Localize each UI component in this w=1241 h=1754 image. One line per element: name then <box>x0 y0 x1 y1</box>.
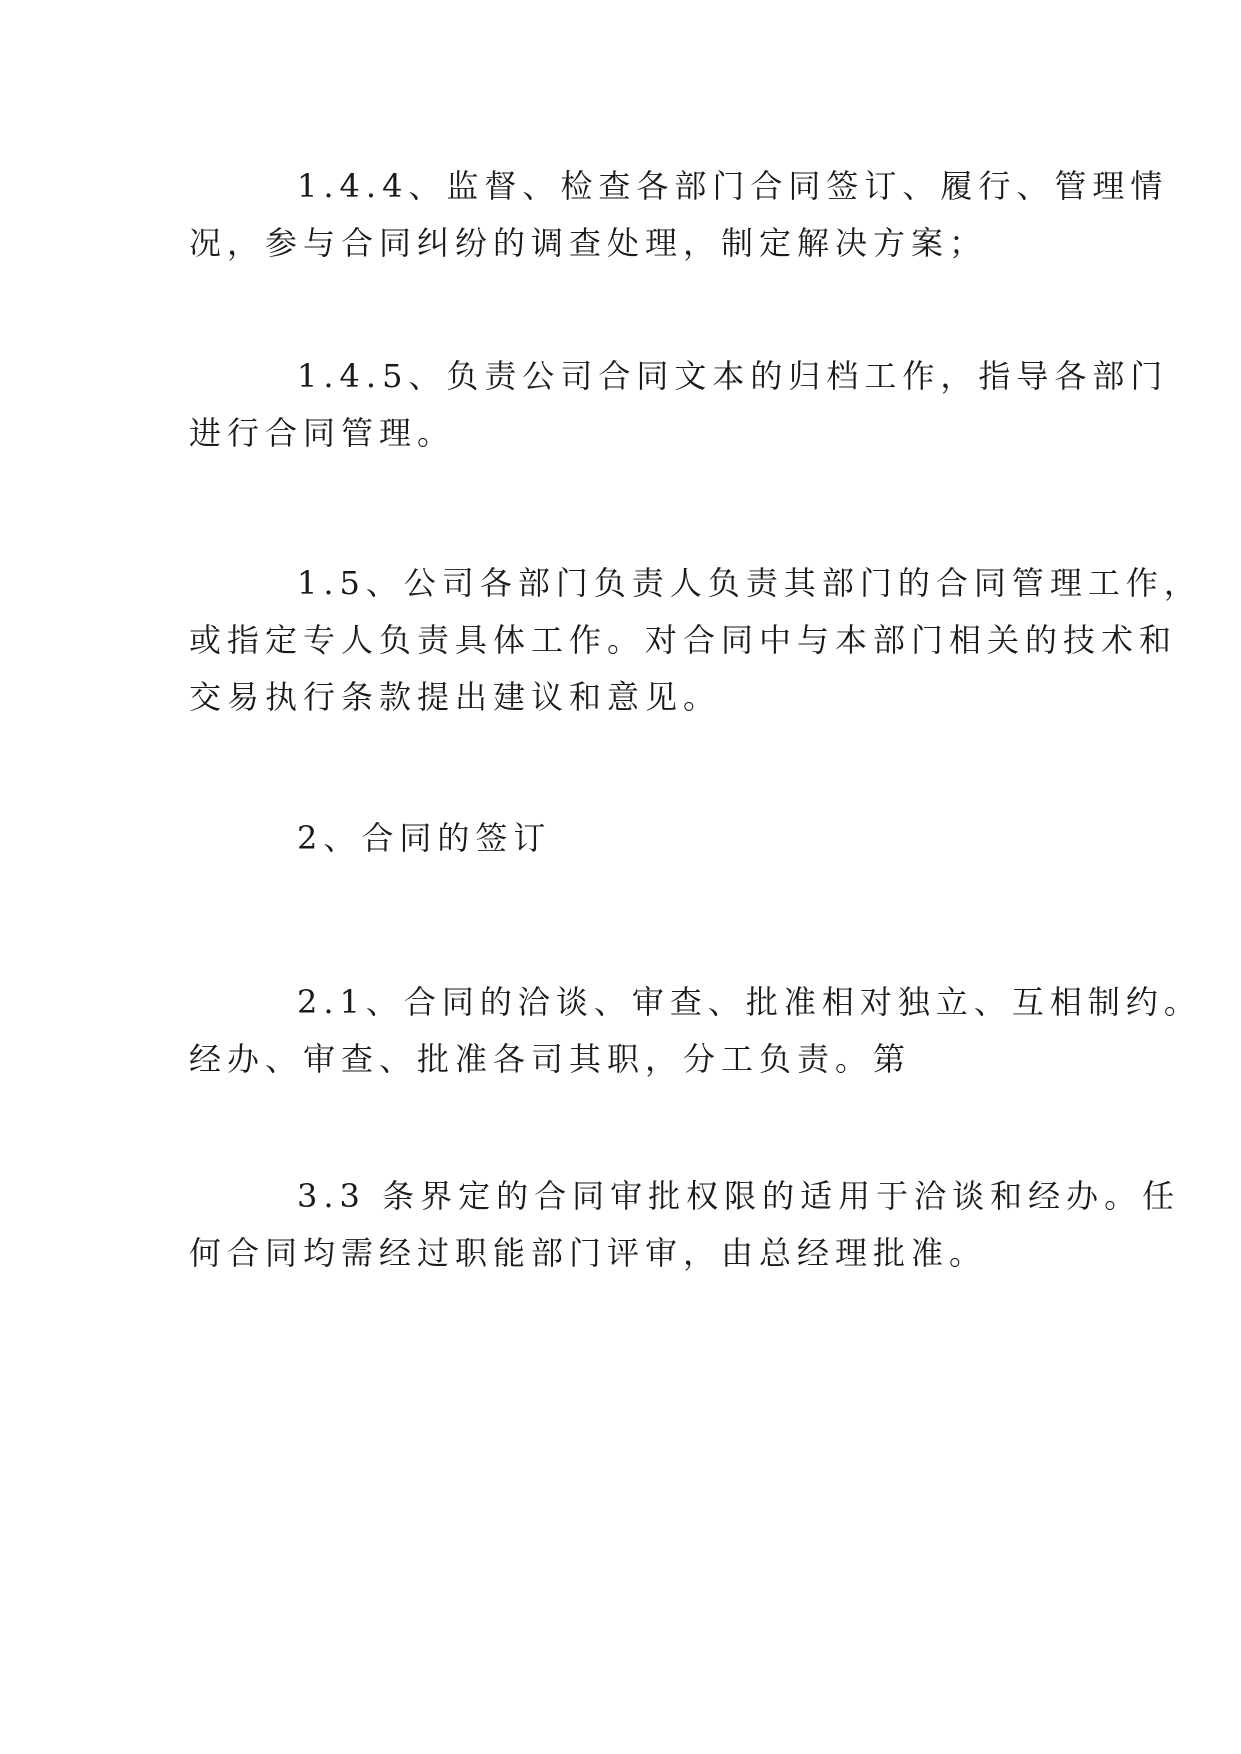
paragraph-line: 况，参与合同纠纷的调查处理，制定解决方案； <box>189 224 988 262</box>
paragraph-3-3 <box>189 1168 1181 1282</box>
paragraph-line: 1.4.5、负责公司合同文本的归档工作，指导各部门 <box>297 357 1169 395</box>
paragraph-line: 交易执行条款提出建议和意见。 <box>189 678 722 716</box>
paragraph-line: 进行合同管理。 <box>189 414 456 452</box>
paragraph-line: 2、合同的签订 <box>297 819 552 857</box>
paragraph-line: 1.5、公司各部门负责人负责其部门的合同管理工作， <box>297 564 1202 602</box>
paragraph-line: 或指定专人负责具体工作。对合同中与本部门相关的技术和 <box>189 621 1178 659</box>
paragraph-line: 3.3 条界定的合同审批权限的适用于洽谈和经办。任 <box>297 1177 1181 1215</box>
section-heading-2 <box>189 810 1059 867</box>
paragraph-1-4-5 <box>189 348 1169 462</box>
paragraph-line: 经办、审查、批准各司其职，分工负责。第 <box>189 1040 912 1078</box>
paragraph-2-1 <box>189 974 1202 1088</box>
paragraph-1-5 <box>189 555 1202 726</box>
paragraph-line: 1.4.4、监督、检查各部门合同签订、履行、管理情 <box>297 167 1169 205</box>
paragraph-line: 2.1、合同的洽谈、审查、批准相对独立、互相制约。 <box>297 983 1202 1021</box>
paragraph-1-4-4 <box>189 158 1169 272</box>
paragraph-line: 何合同均需经过职能部门评审，由总经理批准。 <box>189 1234 988 1272</box>
